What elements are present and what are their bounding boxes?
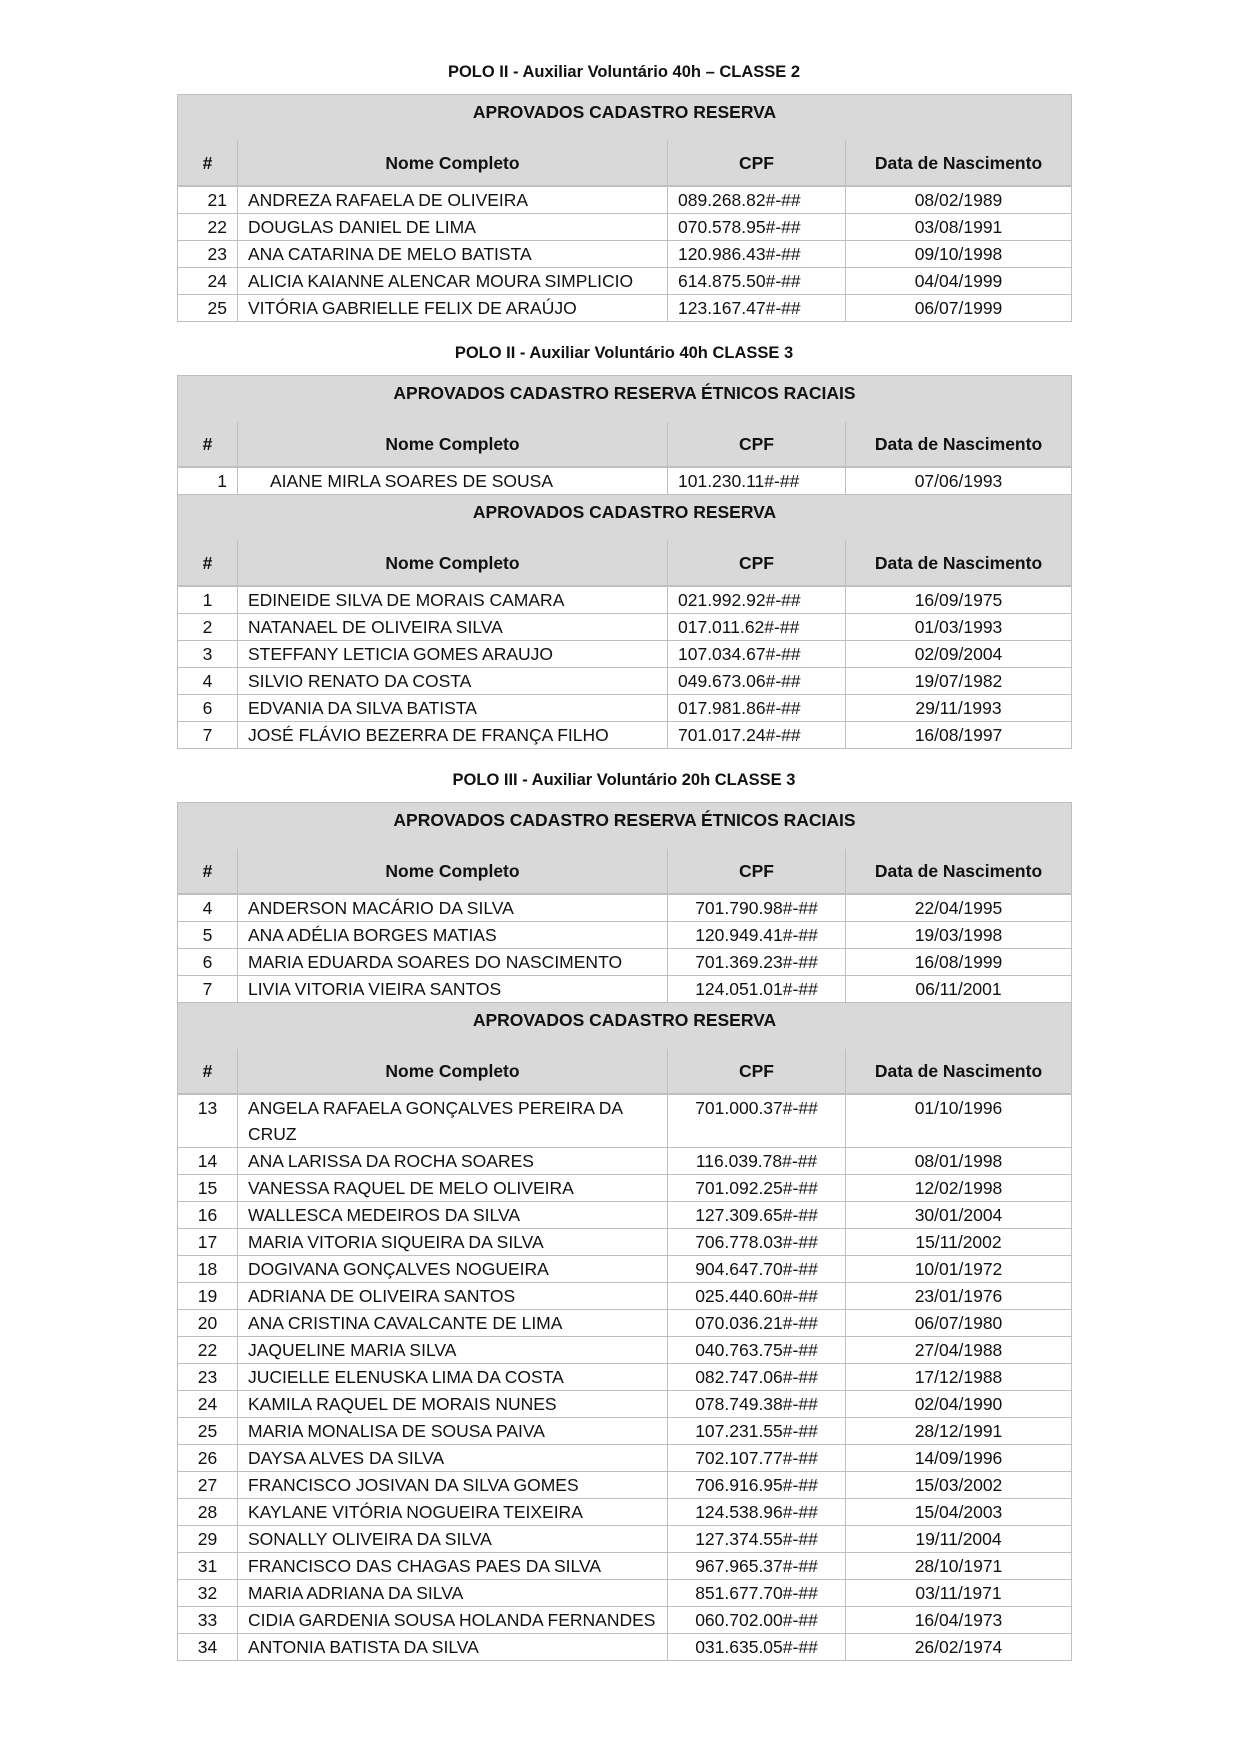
row-cpf: 124.538.96#-## [668,1499,846,1526]
row-cpf: 124.051.01#-## [668,976,846,1003]
row-birthdate: 30/01/2004 [846,1202,1072,1229]
row-birthdate: 15/04/2003 [846,1499,1072,1526]
row-number: 1 [178,586,238,614]
row-cpf: 070.578.95#-## [668,214,846,241]
document-page [177,0,1071,1661]
row-cpf: 021.992.92#-## [668,586,846,614]
row-birthdate: 02/04/1990 [846,1391,1072,1418]
row-cpf: 116.039.78#-## [668,1148,846,1175]
row-birthdate: 19/07/1982 [846,668,1072,695]
table-row [178,1499,1072,1526]
row-name: VITÓRIA GABRIELLE FELIX DE ARAÚJO [238,295,668,322]
row-number: 22 [178,1337,238,1364]
row-cpf: 967.965.37#-## [668,1553,846,1580]
table-row [178,1310,1072,1337]
row-birthdate: 17/12/1988 [846,1364,1072,1391]
row-name: ANDERSON MACÁRIO DA SILVA [238,894,668,922]
row-number: 31 [178,1553,238,1580]
column-header-birthdate: Data de Nascimento [846,422,1072,467]
row-name: MARIA VITORIA SIQUEIRA DA SILVA [238,1229,668,1256]
row-number: 18 [178,1256,238,1283]
row-birthdate: 29/11/1993 [846,695,1072,722]
row-birthdate: 09/10/1998 [846,241,1072,268]
row-number: 4 [178,668,238,695]
row-name: EDINEIDE SILVA DE MORAIS CAMARA [238,586,668,614]
row-cpf: 120.949.41#-## [668,922,846,949]
table-row [178,1526,1072,1553]
table-row [178,1580,1072,1607]
row-birthdate: 16/08/1999 [846,949,1072,976]
row-cpf: 049.673.06#-## [668,668,846,695]
row-name: MARIA MONALISA DE SOUSA PAIVA [238,1418,668,1445]
column-header-cpf: CPF [668,1049,846,1094]
row-name: VANESSA RAQUEL DE MELO OLIVEIRA [238,1175,668,1202]
table-row [178,1202,1072,1229]
row-number: 32 [178,1580,238,1607]
results-table [177,375,1072,749]
row-cpf: 123.167.47#-## [668,295,846,322]
row-cpf: 706.778.03#-## [668,1229,846,1256]
row-number: 19 [178,1283,238,1310]
column-header-number: # [178,422,238,467]
row-cpf: 127.374.55#-## [668,1526,846,1553]
row-name: ANTONIA BATISTA DA SILVA [238,1634,668,1661]
table-row [178,1148,1072,1175]
row-cpf: 701.092.25#-## [668,1175,846,1202]
row-birthdate: 03/08/1991 [846,214,1072,241]
row-number: 25 [178,295,238,322]
row-cpf: 120.986.43#-## [668,241,846,268]
row-name: DOGIVANA GONÇALVES NOGUEIRA [238,1256,668,1283]
row-cpf: 701.790.98#-## [668,894,846,922]
column-header-number: # [178,1049,238,1094]
table-row [178,1283,1072,1310]
row-birthdate: 07/06/1993 [846,467,1072,495]
column-header-number: # [178,849,238,894]
table-row [178,1634,1072,1661]
row-name: NATANAEL DE OLIVEIRA SILVA [238,614,668,641]
table-row [178,894,1072,922]
table-row [178,668,1072,695]
column-header-name: Nome Completo [238,1049,668,1094]
row-name: STEFFANY LETICIA GOMES ARAUJO [238,641,668,668]
row-birthdate: 06/07/1999 [846,295,1072,322]
row-name: KAMILA RAQUEL DE MORAIS NUNES [238,1391,668,1418]
row-birthdate: 23/01/1976 [846,1283,1072,1310]
row-cpf: 031.635.05#-## [668,1634,846,1661]
row-name: DAYSA ALVES DA SILVA [238,1445,668,1472]
row-cpf: 701.000.37#-## [668,1094,846,1148]
row-birthdate: 06/11/2001 [846,976,1072,1003]
row-number: 20 [178,1310,238,1337]
table-banner: APROVADOS CADASTRO RESERVA [178,95,1072,142]
row-birthdate: 16/04/1973 [846,1607,1072,1634]
row-birthdate: 08/02/1989 [846,186,1072,214]
row-birthdate: 14/09/1996 [846,1445,1072,1472]
row-number: 7 [178,722,238,749]
row-birthdate: 16/08/1997 [846,722,1072,749]
table-row [178,1175,1072,1202]
row-birthdate: 08/01/1998 [846,1148,1072,1175]
row-cpf: 701.017.24#-## [668,722,846,749]
table-row [178,1256,1072,1283]
row-name: JOSÉ FLÁVIO BEZERRA DE FRANÇA FILHO [238,722,668,749]
row-cpf: 706.916.95#-## [668,1472,846,1499]
row-cpf: 702.107.77#-## [668,1445,846,1472]
column-header-birthdate: Data de Nascimento [846,141,1072,186]
table-row [178,268,1072,295]
table-row [178,949,1072,976]
row-birthdate: 19/11/2004 [846,1526,1072,1553]
table-row [178,976,1072,1003]
column-header-cpf: CPF [668,541,846,586]
row-number: 4 [178,894,238,922]
row-number: 24 [178,268,238,295]
column-header-name: Nome Completo [238,541,668,586]
row-name: MARIA ADRIANA DA SILVA [238,1580,668,1607]
row-birthdate: 10/01/1972 [846,1256,1072,1283]
row-number: 24 [178,1391,238,1418]
column-header-birthdate: Data de Nascimento [846,1049,1072,1094]
row-number: 23 [178,1364,238,1391]
row-cpf: 904.647.70#-## [668,1256,846,1283]
table-row [178,1337,1072,1364]
row-number: 28 [178,1499,238,1526]
table-row [178,614,1072,641]
row-number: 25 [178,1418,238,1445]
row-name: WALLESCA MEDEIROS DA SILVA [238,1202,668,1229]
row-number: 14 [178,1148,238,1175]
table-row [178,722,1072,749]
row-number: 15 [178,1175,238,1202]
row-number: 2 [178,614,238,641]
row-name: EDVANIA DA SILVA BATISTA [238,695,668,722]
column-header-cpf: CPF [668,141,846,186]
table-row [178,467,1072,495]
row-number: 6 [178,695,238,722]
table-banner: APROVADOS CADASTRO RESERVA ÉTNICOS RACIAIS [178,376,1072,423]
table-row [178,1553,1072,1580]
row-name: SONALLY OLIVEIRA DA SILVA [238,1526,668,1553]
row-number: 34 [178,1634,238,1661]
row-cpf: 614.875.50#-## [668,268,846,295]
table-banner: APROVADOS CADASTRO RESERVA ÉTNICOS RACIAIS [178,803,1072,850]
row-cpf: 107.034.67#-## [668,641,846,668]
row-number: 21 [178,186,238,214]
column-header-number: # [178,141,238,186]
row-name: FRANCISCO DAS CHAGAS PAES DA SILVA [238,1553,668,1580]
table-row [178,1364,1072,1391]
row-cpf: 025.440.60#-## [668,1283,846,1310]
row-number: 17 [178,1229,238,1256]
table-row [178,1094,1072,1148]
row-number: 16 [178,1202,238,1229]
row-name: CIDIA GARDENIA SOUSA HOLANDA FERNANDES [238,1607,668,1634]
row-number: 3 [178,641,238,668]
row-birthdate: 12/02/1998 [846,1175,1072,1202]
row-name: JAQUELINE MARIA SILVA [238,1337,668,1364]
row-number: 23 [178,241,238,268]
row-name: ANGELA RAFAELA GONÇALVES PEREIRA DA CRUZ [238,1094,668,1148]
row-name: FRANCISCO JOSIVAN DA SILVA GOMES [238,1472,668,1499]
row-cpf: 078.749.38#-## [668,1391,846,1418]
row-birthdate: 15/03/2002 [846,1472,1072,1499]
row-cpf: 017.981.86#-## [668,695,846,722]
row-birthdate: 28/12/1991 [846,1418,1072,1445]
row-cpf: 701.369.23#-## [668,949,846,976]
column-header-birthdate: Data de Nascimento [846,541,1072,586]
row-name: MARIA EDUARDA SOARES DO NASCIMENTO [238,949,668,976]
row-birthdate: 04/04/1999 [846,268,1072,295]
row-number: 33 [178,1607,238,1634]
column-header-cpf: CPF [668,849,846,894]
table-row [178,1445,1072,1472]
table-row [178,695,1072,722]
row-number: 1 [178,467,238,495]
row-cpf: 082.747.06#-## [668,1364,846,1391]
table-row [178,1418,1072,1445]
row-birthdate: 06/07/1980 [846,1310,1072,1337]
table-row [178,1229,1072,1256]
table-row [178,586,1072,614]
row-birthdate: 28/10/1971 [846,1553,1072,1580]
row-name: ALICIA KAIANNE ALENCAR MOURA SIMPLICIO [238,268,668,295]
column-header-birthdate: Data de Nascimento [846,849,1072,894]
row-birthdate: 27/04/1988 [846,1337,1072,1364]
row-birthdate: 26/02/1974 [846,1634,1072,1661]
row-cpf: 070.036.21#-## [668,1310,846,1337]
row-name: ANA CATARINA DE MELO BATISTA [238,241,668,268]
row-cpf: 060.702.00#-## [668,1607,846,1634]
row-name: ADRIANA DE OLIVEIRA SANTOS [238,1283,668,1310]
row-name: ANA CRISTINA CAVALCANTE DE LIMA [238,1310,668,1337]
table-row [178,295,1072,322]
row-cpf: 017.011.62#-## [668,614,846,641]
table-banner: APROVADOS CADASTRO RESERVA [178,1003,1072,1050]
column-header-number: # [178,541,238,586]
table-row [178,214,1072,241]
table-row [178,1472,1072,1499]
results-table [177,802,1072,1661]
row-birthdate: 01/03/1993 [846,614,1072,641]
row-cpf: 040.763.75#-## [668,1337,846,1364]
row-cpf: 107.231.55#-## [668,1418,846,1445]
column-header-cpf: CPF [668,422,846,467]
row-birthdate: 16/09/1975 [846,586,1072,614]
table-row [178,241,1072,268]
row-name: ANDREZA RAFAELA DE OLIVEIRA [238,186,668,214]
row-number: 13 [178,1094,238,1148]
column-header-name: Nome Completo [238,141,668,186]
row-name: DOUGLAS DANIEL DE LIMA [238,214,668,241]
section-title: POLO II - Auxiliar Voluntário 40h – CLASSE 2 [447,63,801,81]
row-name: ANA ADÉLIA BORGES MATIAS [238,922,668,949]
row-number: 29 [178,1526,238,1553]
row-cpf: 101.230.11#-## [668,467,846,495]
row-birthdate: 02/09/2004 [846,641,1072,668]
row-number: 6 [178,949,238,976]
row-number: 26 [178,1445,238,1472]
row-name: AIANE MIRLA SOARES DE SOUSA [238,467,668,495]
row-number: 27 [178,1472,238,1499]
row-number: 5 [178,922,238,949]
section-title: POLO II - Auxiliar Voluntário 40h CLASSE 3 [454,344,794,362]
row-birthdate: 03/11/1971 [846,1580,1072,1607]
row-name: LIVIA VITORIA VIEIRA SANTOS [238,976,668,1003]
row-name: KAYLANE VITÓRIA NOGUEIRA TEIXEIRA [238,1499,668,1526]
row-cpf: 851.677.70#-## [668,1580,846,1607]
results-table [177,94,1072,322]
row-name: SILVIO RENATO DA COSTA [238,668,668,695]
row-name: ANA LARISSA DA ROCHA SOARES [238,1148,668,1175]
column-header-name: Nome Completo [238,422,668,467]
table-row [178,922,1072,949]
row-number: 22 [178,214,238,241]
row-name: JUCIELLE ELENUSKA LIMA DA COSTA [238,1364,668,1391]
row-number: 7 [178,976,238,1003]
table-row [178,186,1072,214]
table-row [178,1391,1072,1418]
column-header-name: Nome Completo [238,849,668,894]
section-title: POLO III - Auxiliar Voluntário 20h CLASSE 3 [452,771,796,789]
row-birthdate: 01/10/1996 [846,1094,1072,1148]
table-row [178,641,1072,668]
row-birthdate: 19/03/1998 [846,922,1072,949]
table-row [178,1607,1072,1634]
row-cpf: 127.309.65#-## [668,1202,846,1229]
row-birthdate: 22/04/1995 [846,894,1072,922]
table-banner: APROVADOS CADASTRO RESERVA [178,495,1072,542]
row-birthdate: 15/11/2002 [846,1229,1072,1256]
row-cpf: 089.268.82#-## [668,186,846,214]
